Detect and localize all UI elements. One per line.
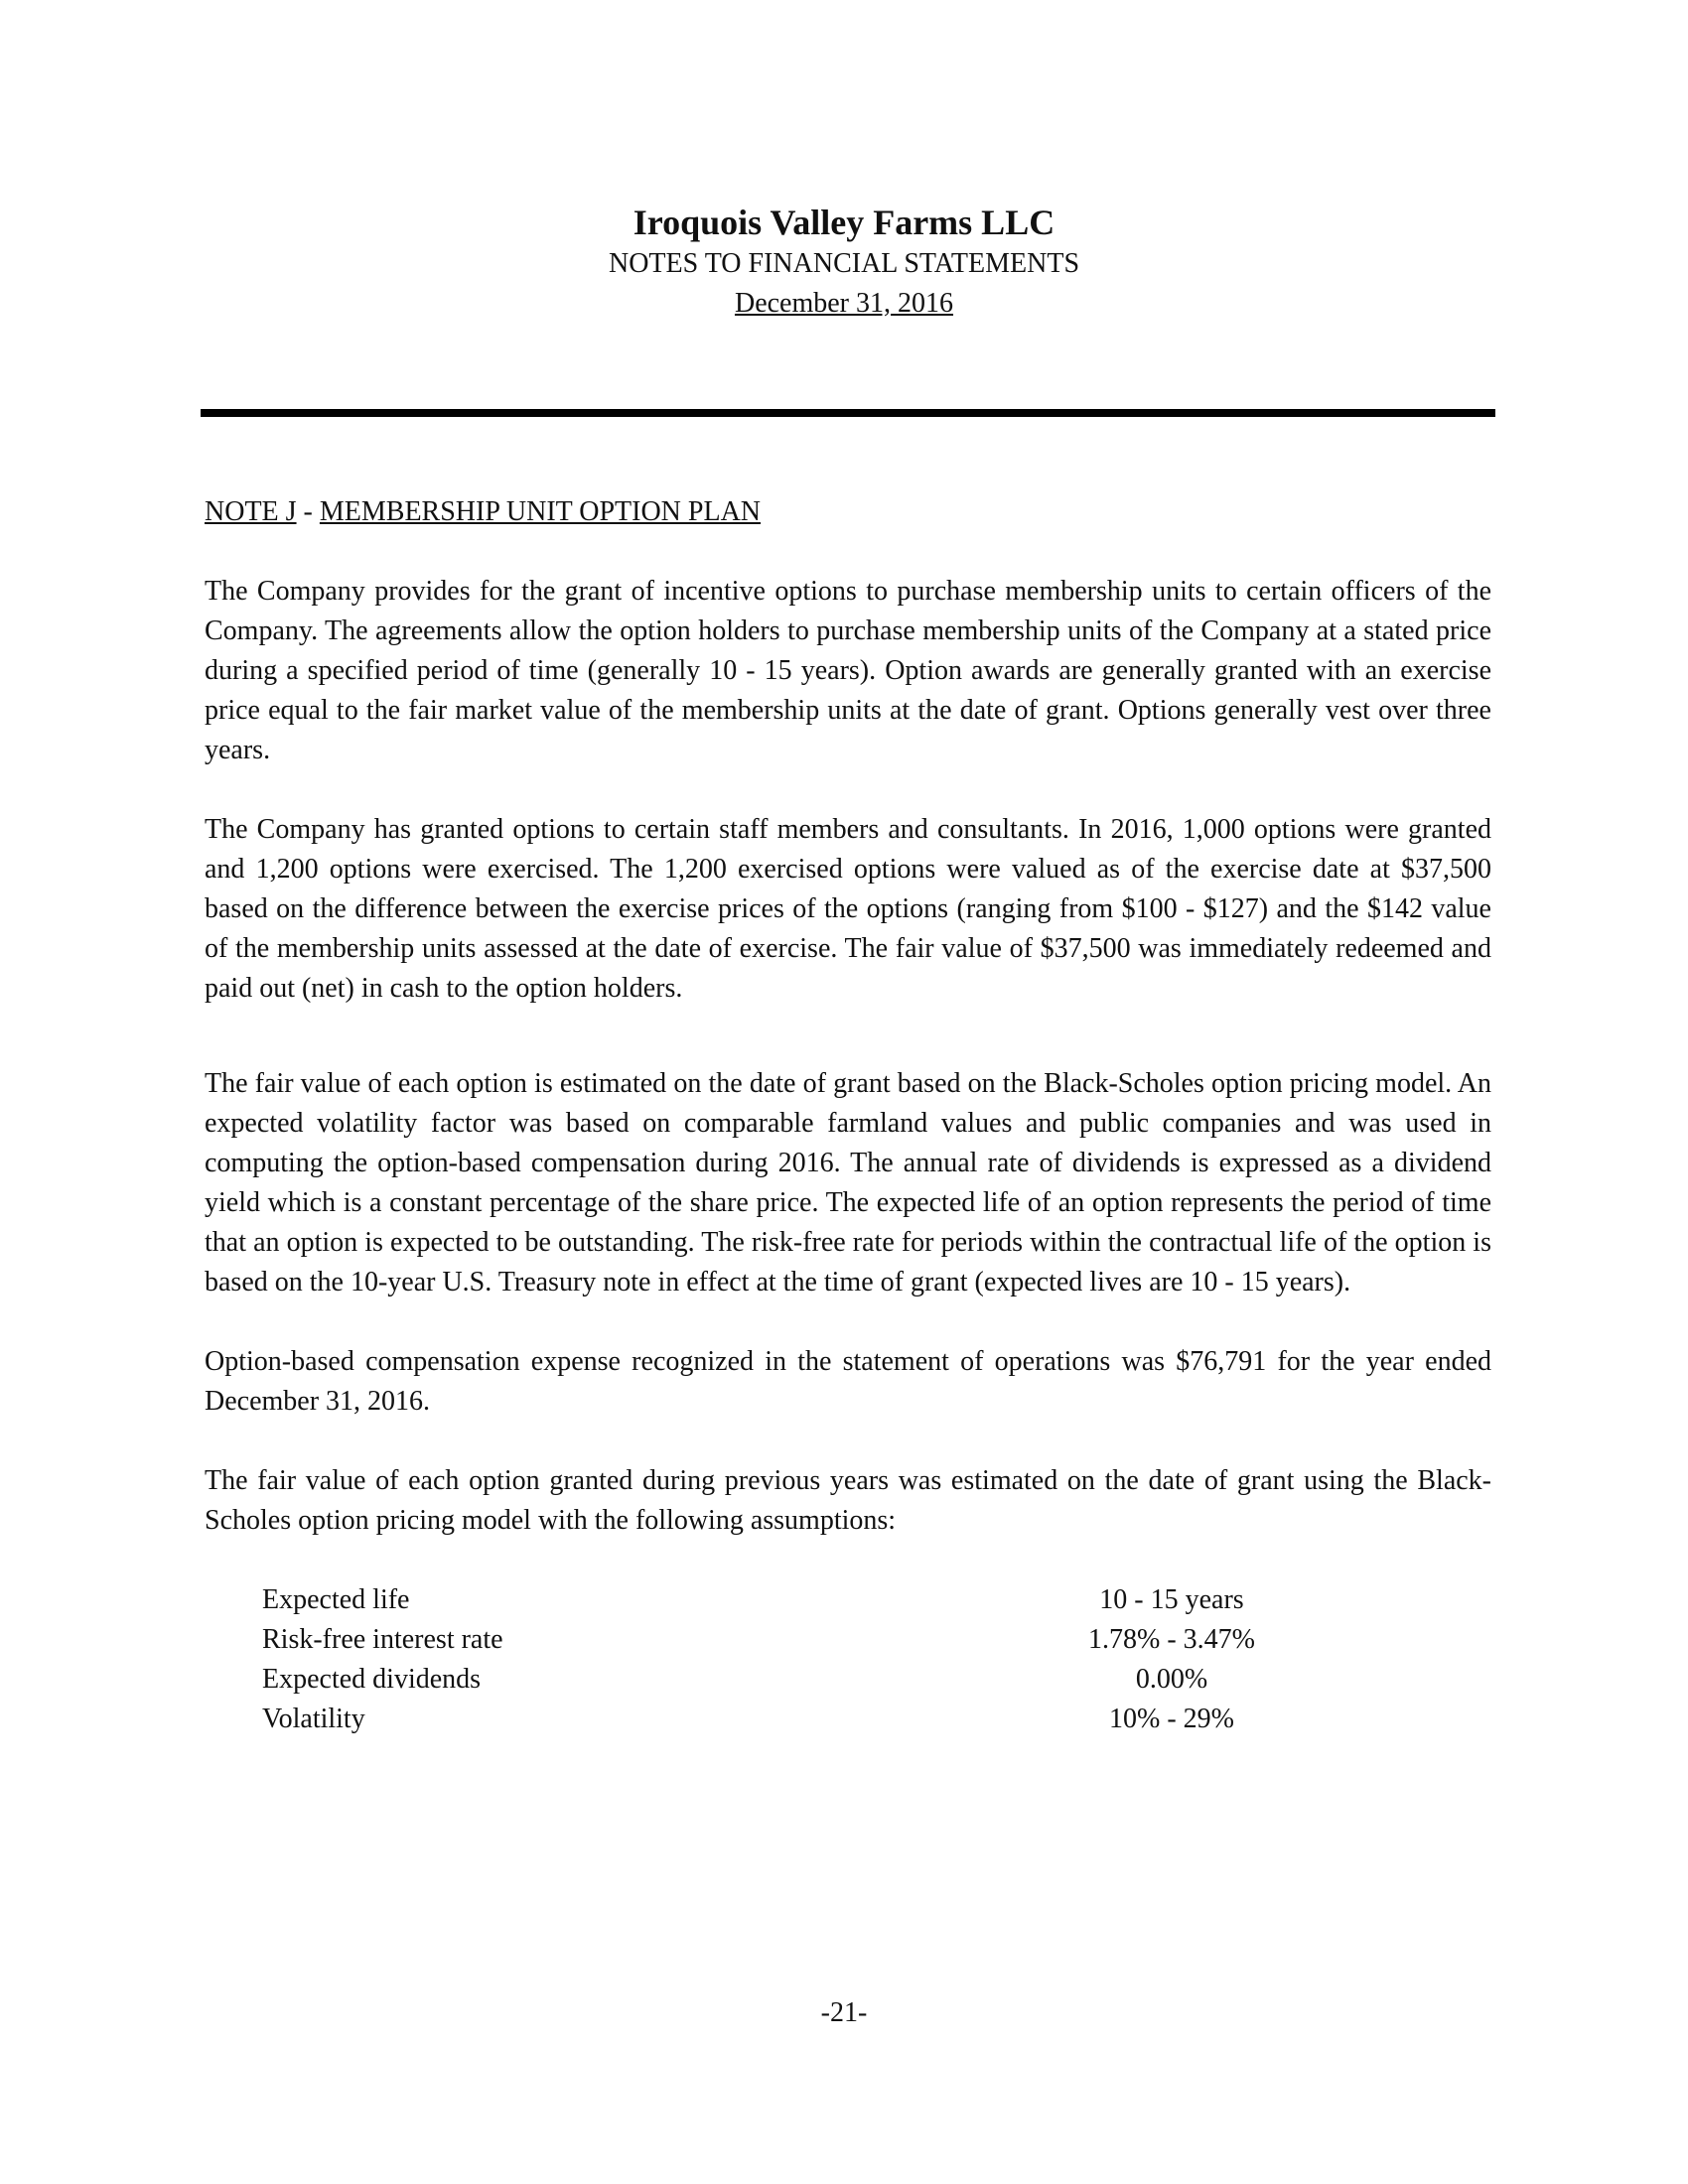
paragraph-plan-overview: The Company provides for the grant of incentive options to purchase membership units to certain officers of the Company. The agreements allow the option holders to purchase membership units of the Company at a stated price during a specified period of time (generally 10 - 15 years). Option awards are generally granted with an exercise price equal to the fair market value of the membership units at the date of grant. Options generally vest over three years. <box>205 576 1491 765</box>
assumption-label: Volatility <box>262 1704 365 1734</box>
company-name: Iroquois Valley Farms LLC <box>633 203 1055 242</box>
assumption-value: 10 - 15 years <box>1099 1584 1244 1615</box>
paragraph-options-granted: The Company has granted options to certain staff members and consultants. In 2016, 1,000 options were granted and 1,200 options were exercised. The 1,200 exercised options were valued as of the exercise date at $37,500 based on the difference between the exercise prices of the options (ranging from $100 - $127) and the $142 value of the membership units assessed at the date of exercise. The fair value of $37,500 was immediately redeemed and paid out (net) in cash to the option holders. <box>205 814 1491 1004</box>
document-body <box>205 492 1491 1739</box>
paragraph-fair-value-method: The fair value of each option is estimated on the date of grant based on the Black-Scholes option pricing model. An expected volatility factor was based on comparable farmland values and public companies and was used in computing the option-based compensation during 2016. The annual rate of dividends is expressed as a dividend yield which is a constant percentage of the share price. The expected life of an option represents the period of time that an option is expected to be outstanding. The risk-free rate for periods within the contractual life of the option is based on the 10-year U.S. Treasury note in effect at the time of grant (expected lives are 10 - 15 years). <box>205 1068 1491 1297</box>
assumption-value: 1.78% - 3.47% <box>1088 1624 1255 1655</box>
assumption-label: Expected life <box>262 1584 410 1615</box>
document-header <box>0 201 1688 324</box>
assumption-label: Risk-free interest rate <box>262 1624 503 1655</box>
paragraph-compensation-expense: Option-based compensation expense recognized in the statement of operations was $76,791 for the year ended December 31, 2016. <box>205 1346 1491 1417</box>
assumption-row <box>262 1580 1491 1620</box>
statement-date: December 31, 2016 <box>734 288 954 319</box>
header-divider <box>201 409 1495 417</box>
assumption-value: 10% - 29% <box>1109 1704 1234 1734</box>
assumption-row <box>262 1620 1491 1660</box>
note-heading <box>205 492 1491 532</box>
assumption-value: 0.00% <box>1135 1664 1208 1695</box>
assumption-label: Expected dividends <box>262 1664 482 1695</box>
paragraph-assumptions-intro: The fair value of each option granted during previous years was estimated on the date of grant using the Black-Scholes option pricing model with the following assumptions: <box>205 1465 1491 1536</box>
document-subtitle: NOTES TO FINANCIAL STATEMENTS <box>608 248 1080 279</box>
assumption-row <box>262 1700 1491 1739</box>
page-number: -21- <box>820 1997 868 2028</box>
note-label: NOTE J <box>205 496 297 527</box>
note-separator: - <box>296 496 320 527</box>
assumptions-table <box>205 1580 1491 1739</box>
note-title: MEMBERSHIP UNIT OPTION PLAN <box>319 496 762 527</box>
assumption-row <box>262 1660 1491 1700</box>
